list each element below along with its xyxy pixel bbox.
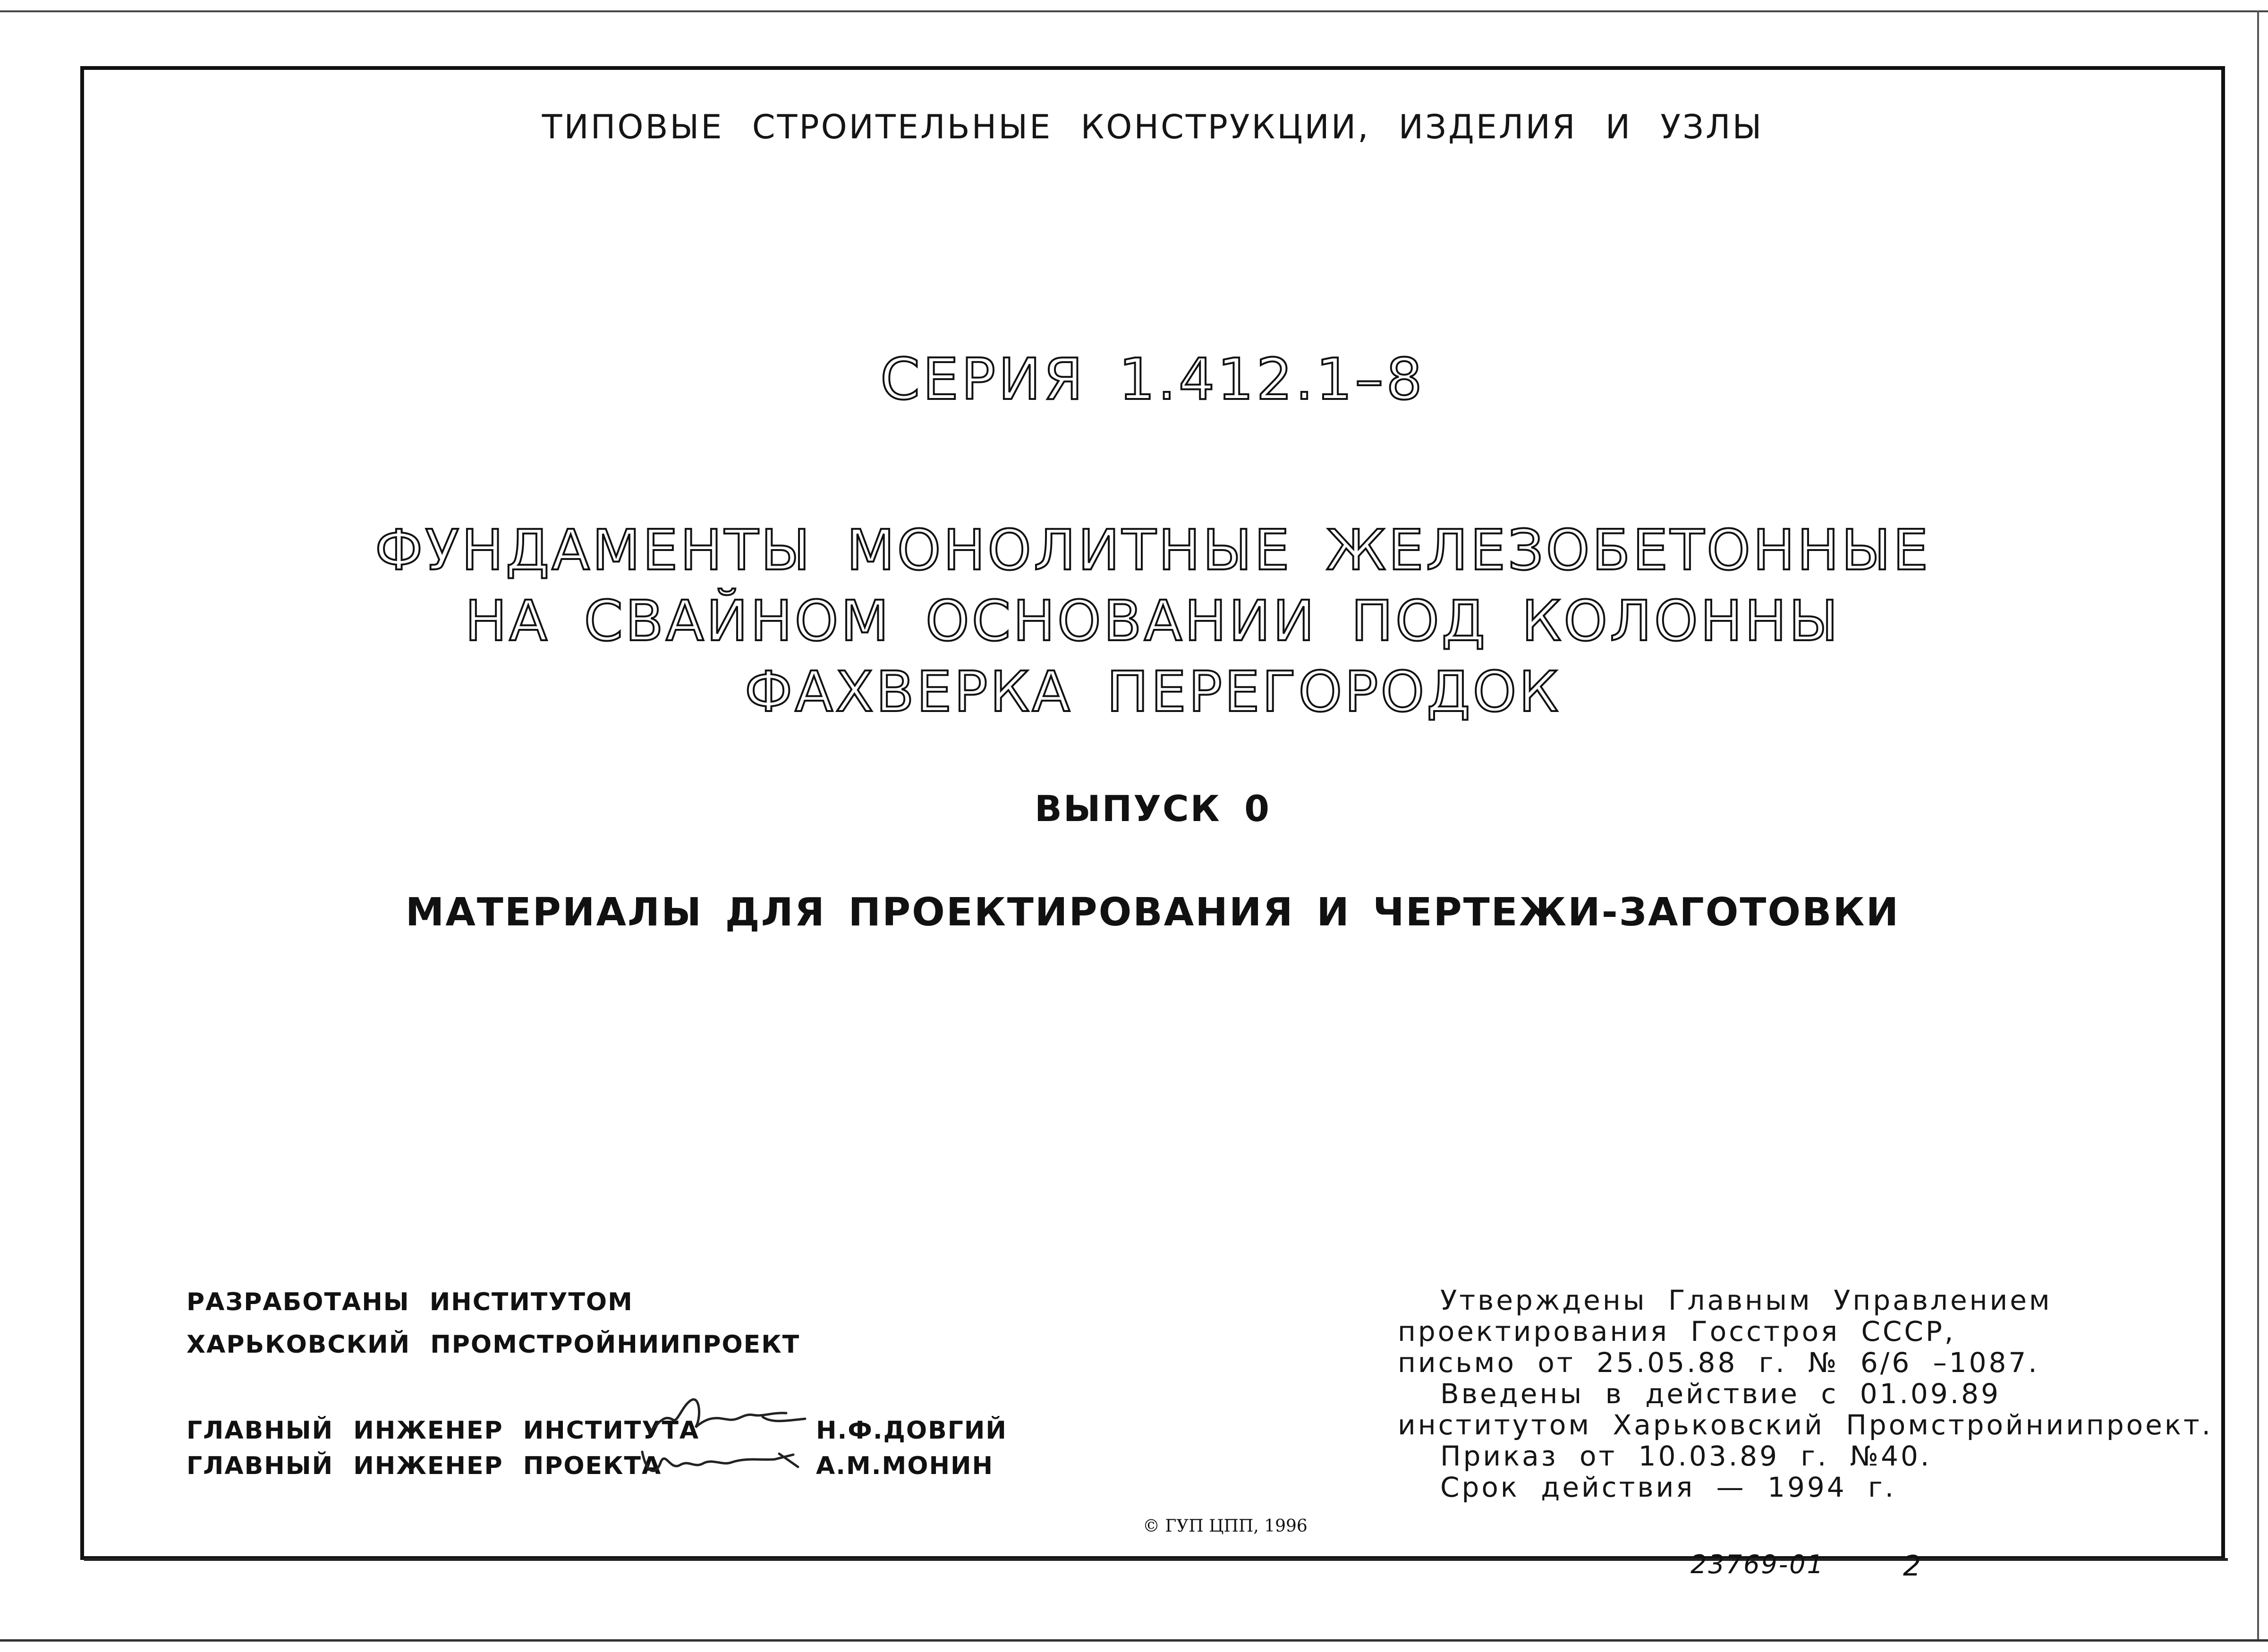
document-number: 23769-01	[1690, 1550, 1825, 1579]
sheet-right-edge-line	[2257, 10, 2259, 1639]
developer-line-1: РАЗРАБОТАНЫ ИНСТИТУТОМ	[187, 1288, 633, 1316]
chief-engineer-project-name: А.М.МОНИН	[816, 1452, 994, 1480]
signature-dovgiy	[645, 1386, 815, 1442]
title-line-1: ФУНДАМЕНТЫ МОНОЛИТНЫЕ ЖЕЛЕЗОБЕТОННЫЕ	[374, 517, 1931, 583]
approval-line-3: письмо от 25.05.88 г. № 6/6 –1087.	[1398, 1347, 2039, 1379]
sheet-bottom-edge-line	[0, 1639, 2268, 1642]
sheet-number: 2	[1903, 1550, 1921, 1583]
approval-line-4: Введены в действие с 01.09.89	[1440, 1378, 2001, 1410]
title-line-3: ФАХВЕРКА ПЕРЕГОРОДОК	[744, 659, 1561, 724]
issue-number: ВЫПУСК 0	[1034, 788, 1271, 830]
approval-line-1: Утверждены Главным Управлением	[1440, 1284, 2052, 1316]
document-title	[80, 515, 2225, 727]
copyright-notice: © ГУП ЦПП, 1996	[1143, 1516, 1308, 1536]
header-line: ТИПОВЫЕ СТРОИТЕЛЬНЫЕ КОНСТРУКЦИИ, ИЗДЕЛИЯ И УЗЛЫ	[542, 108, 1764, 146]
approval-line-6: Приказ от 10.03.89 г. №40.	[1440, 1440, 1932, 1472]
approval-line-5: институтом Харьковский Промстройниипроект.	[1398, 1409, 2213, 1441]
developer-line-2: ХАРЬКОВСКИЙ ПРОМСТРОЙНИИПРОЕКТ	[187, 1330, 800, 1359]
approval-line-2: проектирования Госстроя СССР,	[1398, 1315, 1956, 1347]
series-number: СЕРИЯ 1.412.1–8	[880, 347, 1425, 413]
chief-engineer-project-label: ГЛАВНЫЙ ИНЖЕНЕР ПРОЕКТА	[187, 1452, 662, 1480]
title-line-2: НА СВАЙНОМ ОСНОВАНИИ ПОД КОЛОННЫ	[465, 588, 1841, 653]
document-subtitle: МАТЕРИАЛЫ ДЛЯ ПРОЕКТИРОВАНИЯ И ЧЕРТЕЖИ-ЗАГОТОВКИ	[405, 890, 1900, 935]
sheet-top-edge-line	[0, 10, 2268, 12]
chief-engineer-institute-name: Н.Ф.ДОВГИЙ	[816, 1416, 1007, 1445]
chief-engineer-institute-label: ГЛАВНЫЙ ИНЖЕНЕР ИНСТИТУТА	[187, 1416, 700, 1445]
signature-monin	[637, 1442, 817, 1480]
approval-line-7: Срок действия — 1994 г.	[1440, 1471, 1896, 1503]
